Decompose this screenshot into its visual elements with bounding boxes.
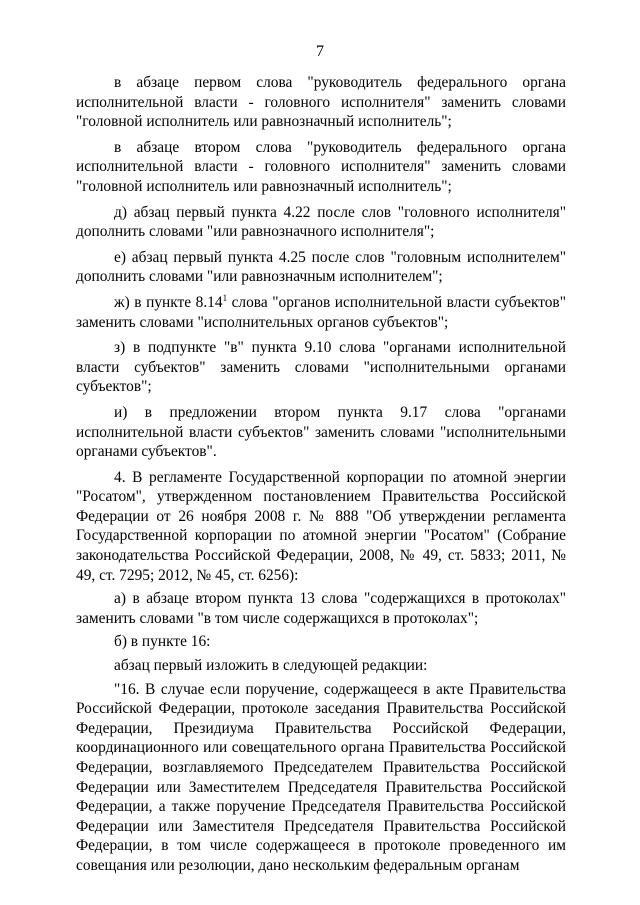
paragraph-abzac-redakciya: абзац первый изложить в следующей редакции:	[114, 657, 428, 675]
item-zh-text-after: слова "органов исполнительной власти субъектов" заменить словами "исполнительных органов субъектов";	[76, 293, 566, 331]
paragraph-item-z: з) в подпункте "в" пункта 9.10 слова "органами исполнительной власти субъектов" заменить словами "исполнительными органами субъектов";	[76, 339, 566, 396]
paragraph-section-4: 4. В регламенте Государственной корпорации по атомной энергии "Росатом", утвержденном постановлением Правительства Российской Федерации от 26 ноября 2008 г. № 888 "Об утверждении регламента Государственной корпорации по атомной энергии "Росатом" (Собрание законодательства Российской Федерации, 2008, № 49, ст. 5833; 2011, № 49, ст. 7295; 2012, № 45, ст. 6256):	[76, 468, 566, 584]
item-zh-superscript: 1	[222, 292, 228, 303]
paragraph-item-a: а) в абзаце втором пункта 13 слова "содержащихся в протоколах" заменить словами "в том числе содержащихся в протоколах";	[76, 590, 566, 627]
paragraph-abzac-vtoroi: в абзаце втором слова "руководитель федерального органа исполнительной власти - головного исполнителя" заменить словами "головной исполнитель или равнозначный исполнитель";	[76, 138, 566, 195]
paragraph-item-b: б) в пункте 16:	[114, 633, 211, 651]
paragraph-item-i: и) в предложении втором пункта 9.17 слова "органами исполнительной власти субъектов" заменить словами "исполнительными органами субъектов".	[76, 403, 566, 461]
paragraph-punkt-16: "16. В случае если поручение, содержащееся в акте Правительства Российской Федерации, протоколе заседания Правительства Российской Федерации, Президиума Правительства Российской Федерации, координационного или совещательного органа Правительства Российской Федерации, возглавляемого Председателем Правительства Российской Федерации или Заместителем Председателя Правительства Российской Федерации, а также поручение Председателя Правительства Российской Федерации или Заместителя Председателя Правительства Российской Федерации, в том числе содержащееся в протоколе проведенного им совещания или резолюции, дано нескольким федеральным органам	[76, 680, 566, 874]
item-zh-text-before: ж) в пункте 8.14	[114, 293, 223, 311]
paragraph-item-e: е) абзац первый пункта 4.25 после слов "головным исполнителем" дополнить словами "или равнозначным исполнителем";	[76, 248, 566, 286]
paragraph-item-zh	[76, 293, 566, 332]
document-body	[76, 73, 566, 880]
paragraph-abzac-pervyi: в абзаце первом слова "руководитель федерального органа исполнительной власти - головного исполнителя" заменить словами "головной исполнитель или равнозначный исполнитель";	[76, 74, 566, 131]
paragraph-item-d: д) абзац первый пункта 4.22 после слов "головного исполнителя" дополнить словами "или равнозначного исполнителя";	[76, 203, 566, 241]
page-number: 7	[316, 43, 324, 60]
